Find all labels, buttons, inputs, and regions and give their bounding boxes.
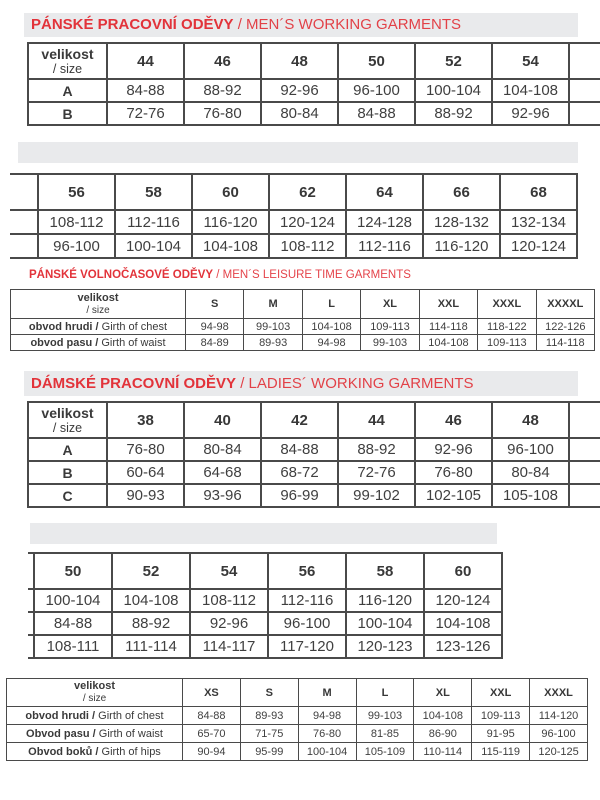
value-cell: 102-105 [415, 484, 492, 507]
value-cell: 64-68 [184, 461, 261, 484]
value-cell: 120-124 [269, 210, 346, 234]
row-label-czech: Obvod pasu / [26, 727, 96, 740]
header-label-czech: velikost [41, 404, 94, 421]
value-cell: 96-100 [38, 234, 115, 258]
value-cell: 120-124 [424, 589, 502, 612]
size-header-cell: 68 [500, 174, 577, 210]
value-cell: 120-123 [346, 635, 424, 658]
men-working-sizes-table-56-68 [10, 173, 578, 259]
value-cell: 112-116 [346, 234, 423, 258]
size-header-cell: S [240, 679, 298, 707]
row-label-cell [7, 725, 183, 743]
table-row [11, 335, 595, 351]
size-header-cell: 40 [184, 402, 261, 438]
value-cell: 100-104 [34, 589, 112, 612]
table-row [28, 612, 502, 635]
value-cell: 76-80 [184, 102, 261, 125]
title-english: / LADIES´ WORKING GARMENTS [240, 375, 474, 392]
size-header-cell: 48 [492, 402, 569, 438]
header-label-english: / size [82, 693, 107, 705]
value-cell: 88-92 [415, 102, 492, 125]
cut-empty-cell [569, 79, 600, 102]
velikost-header-cell [28, 43, 107, 79]
table-row [28, 461, 600, 484]
title-english: / MEN´S WORKING GARMENTS [237, 16, 462, 33]
section-title-men-working [24, 13, 578, 37]
value-cell: 90-93 [107, 484, 184, 507]
size-header-cell: 38 [107, 402, 184, 438]
header-label-czech: velikost [74, 680, 115, 693]
value-cell: 94-98 [298, 707, 356, 725]
header-label-english: / size [86, 304, 110, 316]
cut-empty-cell [569, 402, 600, 438]
header-label-english: / size [52, 420, 83, 435]
table-row [28, 635, 502, 658]
value-cell: 94-98 [302, 335, 360, 351]
title-english: / MEN´S LEISURE TIME GARMENTS [216, 269, 411, 281]
table-row [28, 589, 502, 612]
value-cell: 99-103 [361, 335, 419, 351]
row-label-english: Girth of waist [95, 727, 163, 740]
value-cell: 109-113 [472, 707, 530, 725]
value-cell: 95-99 [240, 743, 298, 761]
value-cell: 92-96 [415, 438, 492, 461]
size-header-cell: XXXXL [536, 290, 594, 319]
size-header-cell: 56 [268, 553, 346, 589]
section-band-spacer [18, 142, 578, 163]
value-cell: 88-92 [338, 438, 415, 461]
header-row [10, 174, 577, 210]
value-cell: 108-112 [269, 234, 346, 258]
title-czech: PÁNSKÉ PRACOVNÍ ODĚVY [31, 16, 234, 33]
size-header-cell: 52 [112, 553, 190, 589]
value-cell: 88-92 [184, 79, 261, 102]
row-label-english: Girth of waist [98, 336, 166, 349]
velikost-header-cell [11, 290, 186, 319]
value-cell: 104-108 [302, 319, 360, 335]
value-cell: 100-104 [346, 612, 424, 635]
value-cell: 105-109 [356, 743, 414, 761]
value-cell: 96-100 [268, 612, 346, 635]
value-cell: 109-113 [478, 335, 536, 351]
ladies-letter-sizes-table [6, 678, 588, 761]
table-row [7, 743, 588, 761]
value-cell: 86-90 [414, 725, 472, 743]
value-cell: 116-120 [346, 589, 424, 612]
table-row [11, 319, 595, 335]
size-header-cell: L [302, 290, 360, 319]
value-cell: 109-113 [361, 319, 419, 335]
value-cell: 99-102 [338, 484, 415, 507]
value-cell: 128-132 [423, 210, 500, 234]
value-cell: 122-126 [536, 319, 594, 335]
size-header-cell: S [186, 290, 244, 319]
size-header-cell: XXXL [530, 679, 588, 707]
size-header-cell: 60 [424, 553, 502, 589]
cut-empty-cell [10, 234, 38, 258]
value-cell: 94-98 [186, 319, 244, 335]
value-cell: 65-70 [183, 725, 241, 743]
value-cell: 88-92 [112, 612, 190, 635]
value-cell: 76-80 [107, 438, 184, 461]
header-row [28, 43, 600, 79]
size-header-cell: 50 [34, 553, 112, 589]
table-clip [27, 42, 600, 134]
value-cell: 96-100 [338, 79, 415, 102]
size-header-cell: 44 [107, 43, 184, 79]
size-header-cell: 52 [415, 43, 492, 79]
value-cell: 68-72 [261, 461, 338, 484]
size-header-cell: 58 [346, 553, 424, 589]
section-title-men-leisure [29, 269, 411, 281]
row-label-cell [7, 743, 183, 761]
men-working-sizes-table-44-54 [27, 42, 600, 126]
size-header-cell: 50 [338, 43, 415, 79]
value-cell: 84-89 [186, 335, 244, 351]
value-cell: 80-84 [261, 102, 338, 125]
table-row [28, 484, 600, 507]
row-label-czech: obvod pasu / [30, 336, 99, 349]
ladies-working-sizes-table-38-48 [27, 401, 600, 508]
value-cell: 84-88 [107, 79, 184, 102]
value-cell: 114-118 [419, 319, 477, 335]
size-header-cell: 48 [261, 43, 338, 79]
value-cell: 92-96 [190, 612, 268, 635]
value-cell: 104-108 [419, 335, 477, 351]
ladies-working-sizes-table-50-60 [28, 552, 503, 659]
row-label-cell: A [28, 438, 107, 461]
value-cell: 84-88 [261, 438, 338, 461]
size-header-cell: 66 [423, 174, 500, 210]
size-header-cell: 64 [346, 174, 423, 210]
value-cell: 76-80 [298, 725, 356, 743]
value-cell: 123-126 [424, 635, 502, 658]
value-cell: 114-118 [536, 335, 594, 351]
section-band-men-working [24, 13, 578, 37]
value-cell: 100-104 [115, 234, 192, 258]
row-label-cell: B [28, 461, 107, 484]
size-header-cell: 60 [192, 174, 269, 210]
size-header-cell: 54 [492, 43, 569, 79]
cut-empty-cell [569, 43, 600, 79]
size-header-cell: XL [361, 290, 419, 319]
cut-empty-cell [10, 174, 38, 210]
value-cell: 124-128 [346, 210, 423, 234]
value-cell: 72-76 [338, 461, 415, 484]
cut-empty-cell [569, 484, 600, 507]
table-row [7, 725, 588, 743]
value-cell: 96-100 [530, 725, 588, 743]
value-cell: 104-108 [424, 612, 502, 635]
size-header-cell: 46 [415, 402, 492, 438]
value-cell: 99-103 [244, 319, 302, 335]
header-row [11, 290, 595, 319]
value-cell: 104-108 [192, 234, 269, 258]
row-label-czech: obvod hrudi / [28, 320, 99, 333]
size-header-cell: M [244, 290, 302, 319]
row-label-cell [11, 335, 186, 351]
value-cell: 72-76 [107, 102, 184, 125]
value-cell: 80-84 [184, 438, 261, 461]
table-row [10, 234, 577, 258]
size-header-cell: L [356, 679, 414, 707]
value-cell: 132-134 [500, 210, 577, 234]
section-band-ladies-working [24, 371, 578, 396]
header-label-czech: velikost [41, 45, 94, 62]
value-cell: 117-120 [268, 635, 346, 658]
section-title-ladies-working [24, 371, 578, 396]
value-cell: 84-88 [183, 707, 241, 725]
table-clip [10, 173, 578, 266]
cut-empty-cell [569, 438, 600, 461]
cut-empty-cell [10, 210, 38, 234]
section-band-spacer [30, 523, 497, 544]
value-cell: 92-96 [492, 102, 569, 125]
value-cell: 100-104 [415, 79, 492, 102]
cut-empty-cell [569, 102, 600, 125]
value-cell: 104-108 [414, 707, 472, 725]
velikost-header-cell [7, 679, 183, 707]
row-label-cell: B [28, 102, 107, 125]
header-row [28, 553, 502, 589]
row-label-english: Girth of chest [95, 709, 164, 722]
size-header-cell: 46 [184, 43, 261, 79]
value-cell: 104-108 [492, 79, 569, 102]
size-header-cell: XXXL [478, 290, 536, 319]
velikost-header-cell [28, 402, 107, 438]
size-header-cell: 44 [338, 402, 415, 438]
value-cell: 112-116 [268, 589, 346, 612]
row-label-czech: obvod hrudi / [25, 709, 96, 722]
row-label-cell [7, 707, 183, 725]
value-cell: 105-108 [492, 484, 569, 507]
value-cell: 89-93 [240, 707, 298, 725]
table-row [10, 210, 577, 234]
value-cell: 80-84 [492, 461, 569, 484]
header-row [7, 679, 588, 707]
value-cell: 84-88 [338, 102, 415, 125]
value-cell: 89-93 [244, 335, 302, 351]
row-label-czech: Obvod boků / [28, 745, 99, 758]
size-header-cell: 58 [115, 174, 192, 210]
value-cell: 104-108 [112, 589, 190, 612]
table-row [28, 438, 600, 461]
table-clip [27, 401, 600, 514]
value-cell: 108-112 [190, 589, 268, 612]
table-row [7, 707, 588, 725]
value-cell: 114-120 [530, 707, 588, 725]
value-cell: 108-111 [34, 635, 112, 658]
value-cell: 96-99 [261, 484, 338, 507]
value-cell: 115-119 [472, 743, 530, 761]
value-cell: 118-122 [478, 319, 536, 335]
row-label-cell: A [28, 79, 107, 102]
value-cell: 93-96 [184, 484, 261, 507]
size-header-cell: 56 [38, 174, 115, 210]
value-cell: 100-104 [298, 743, 356, 761]
row-label-cell: C [28, 484, 107, 507]
value-cell: 116-120 [192, 210, 269, 234]
size-header-cell: 54 [190, 553, 268, 589]
size-header-cell: XL [414, 679, 472, 707]
table-clip [28, 552, 503, 670]
table-row [28, 102, 600, 125]
header-row [28, 402, 600, 438]
value-cell: 110-114 [414, 743, 472, 761]
row-label-english: Girth of hips [98, 745, 161, 758]
cut-empty-cell [569, 461, 600, 484]
men-leisure-sizes-table [10, 289, 595, 351]
header-label-english: / size [52, 61, 83, 76]
size-header-cell: XS [183, 679, 241, 707]
value-cell: 114-117 [190, 635, 268, 658]
value-cell: 120-124 [500, 234, 577, 258]
title-czech: DÁMSKÉ PRACOVNÍ ODĚVY [31, 375, 237, 392]
value-cell: 90-94 [183, 743, 241, 761]
size-header-cell: 62 [269, 174, 346, 210]
value-cell: 96-100 [492, 438, 569, 461]
value-cell: 116-120 [423, 234, 500, 258]
value-cell: 60-64 [107, 461, 184, 484]
header-label-czech: velikost [77, 291, 119, 304]
table-row [28, 79, 600, 102]
size-header-cell: XXL [419, 290, 477, 319]
value-cell: 71-75 [240, 725, 298, 743]
value-cell: 120-125 [530, 743, 588, 761]
size-header-cell: 42 [261, 402, 338, 438]
row-label-english: Girth of chest [98, 320, 168, 333]
value-cell: 111-114 [112, 635, 190, 658]
size-header-cell: XXL [472, 679, 530, 707]
value-cell: 112-116 [115, 210, 192, 234]
row-label-cell [11, 319, 186, 335]
value-cell: 92-96 [261, 79, 338, 102]
size-header-cell: M [298, 679, 356, 707]
title-czech: PÁNSKÉ VOLNOČASOVÉ ODĚVY [29, 269, 214, 281]
value-cell: 99-103 [356, 707, 414, 725]
value-cell: 91-95 [472, 725, 530, 743]
value-cell: 84-88 [34, 612, 112, 635]
value-cell: 108-112 [38, 210, 115, 234]
value-cell: 76-80 [415, 461, 492, 484]
value-cell: 81-85 [356, 725, 414, 743]
